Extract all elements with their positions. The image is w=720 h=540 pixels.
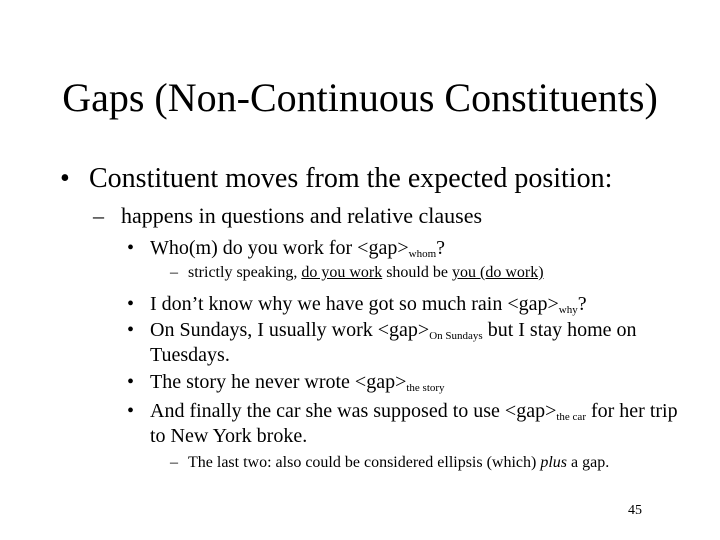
last-b: plus	[540, 454, 568, 471]
who-main: Who(m) do you work for <gap>	[150, 237, 409, 259]
car-end: for her trip	[585, 400, 678, 422]
last-c: a gap.	[567, 454, 610, 471]
bullet-dash-icon: –	[170, 454, 178, 471]
bullet-dot-icon: •	[60, 163, 70, 194]
page-number: 45	[628, 503, 642, 518]
sundays-line2: Tuesdays.	[150, 344, 230, 366]
who-end: ?	[436, 237, 446, 259]
last-note	[188, 453, 609, 473]
level2-text: happens in questions and relative clauses	[121, 203, 483, 228]
rain-subscript: why	[558, 304, 578, 316]
car-main: And finally the car she was supposed to use <gap>	[150, 400, 557, 422]
bullet-dash-icon: –	[170, 264, 178, 281]
bullet-dot-icon: •	[127, 371, 135, 393]
bullet-dash-icon: –	[93, 203, 104, 228]
sundays-subscript: On Sundays	[429, 330, 483, 342]
who-subscript: whom	[408, 248, 437, 260]
bullet-dot-icon: •	[127, 293, 135, 315]
rain-main: I don’t know why we have got so much rain <gap>	[150, 293, 559, 315]
bullet-dot-icon: •	[127, 237, 135, 259]
who-example	[150, 236, 445, 266]
story-main: The story he never wrote <gap>	[150, 371, 407, 393]
story-subscript: the story	[406, 382, 445, 394]
level1-text: Constituent moves from the expected position:	[89, 163, 613, 194]
strict-b: do you work	[301, 264, 383, 281]
slide-title: Gaps (Non-Continuous Constituents)	[62, 75, 658, 120]
strict-d: you (do work)	[451, 264, 544, 281]
story-example	[150, 370, 445, 400]
bullet-dot-icon: •	[127, 319, 135, 341]
strict-a: strictly speaking,	[188, 264, 302, 281]
car-subscript: the car	[556, 411, 586, 423]
rain-end: ?	[577, 293, 587, 315]
strict-note	[188, 263, 544, 283]
sundays-end: but I stay home on	[482, 319, 637, 341]
bullet-dot-icon: •	[127, 400, 135, 422]
strict-c: should be	[382, 264, 452, 281]
last-a: The last two: also could be considered ellipsis (which)	[188, 454, 541, 471]
sundays-main: On Sundays, I usually work <gap>	[150, 319, 430, 341]
car-line2: to New York broke.	[150, 425, 308, 447]
